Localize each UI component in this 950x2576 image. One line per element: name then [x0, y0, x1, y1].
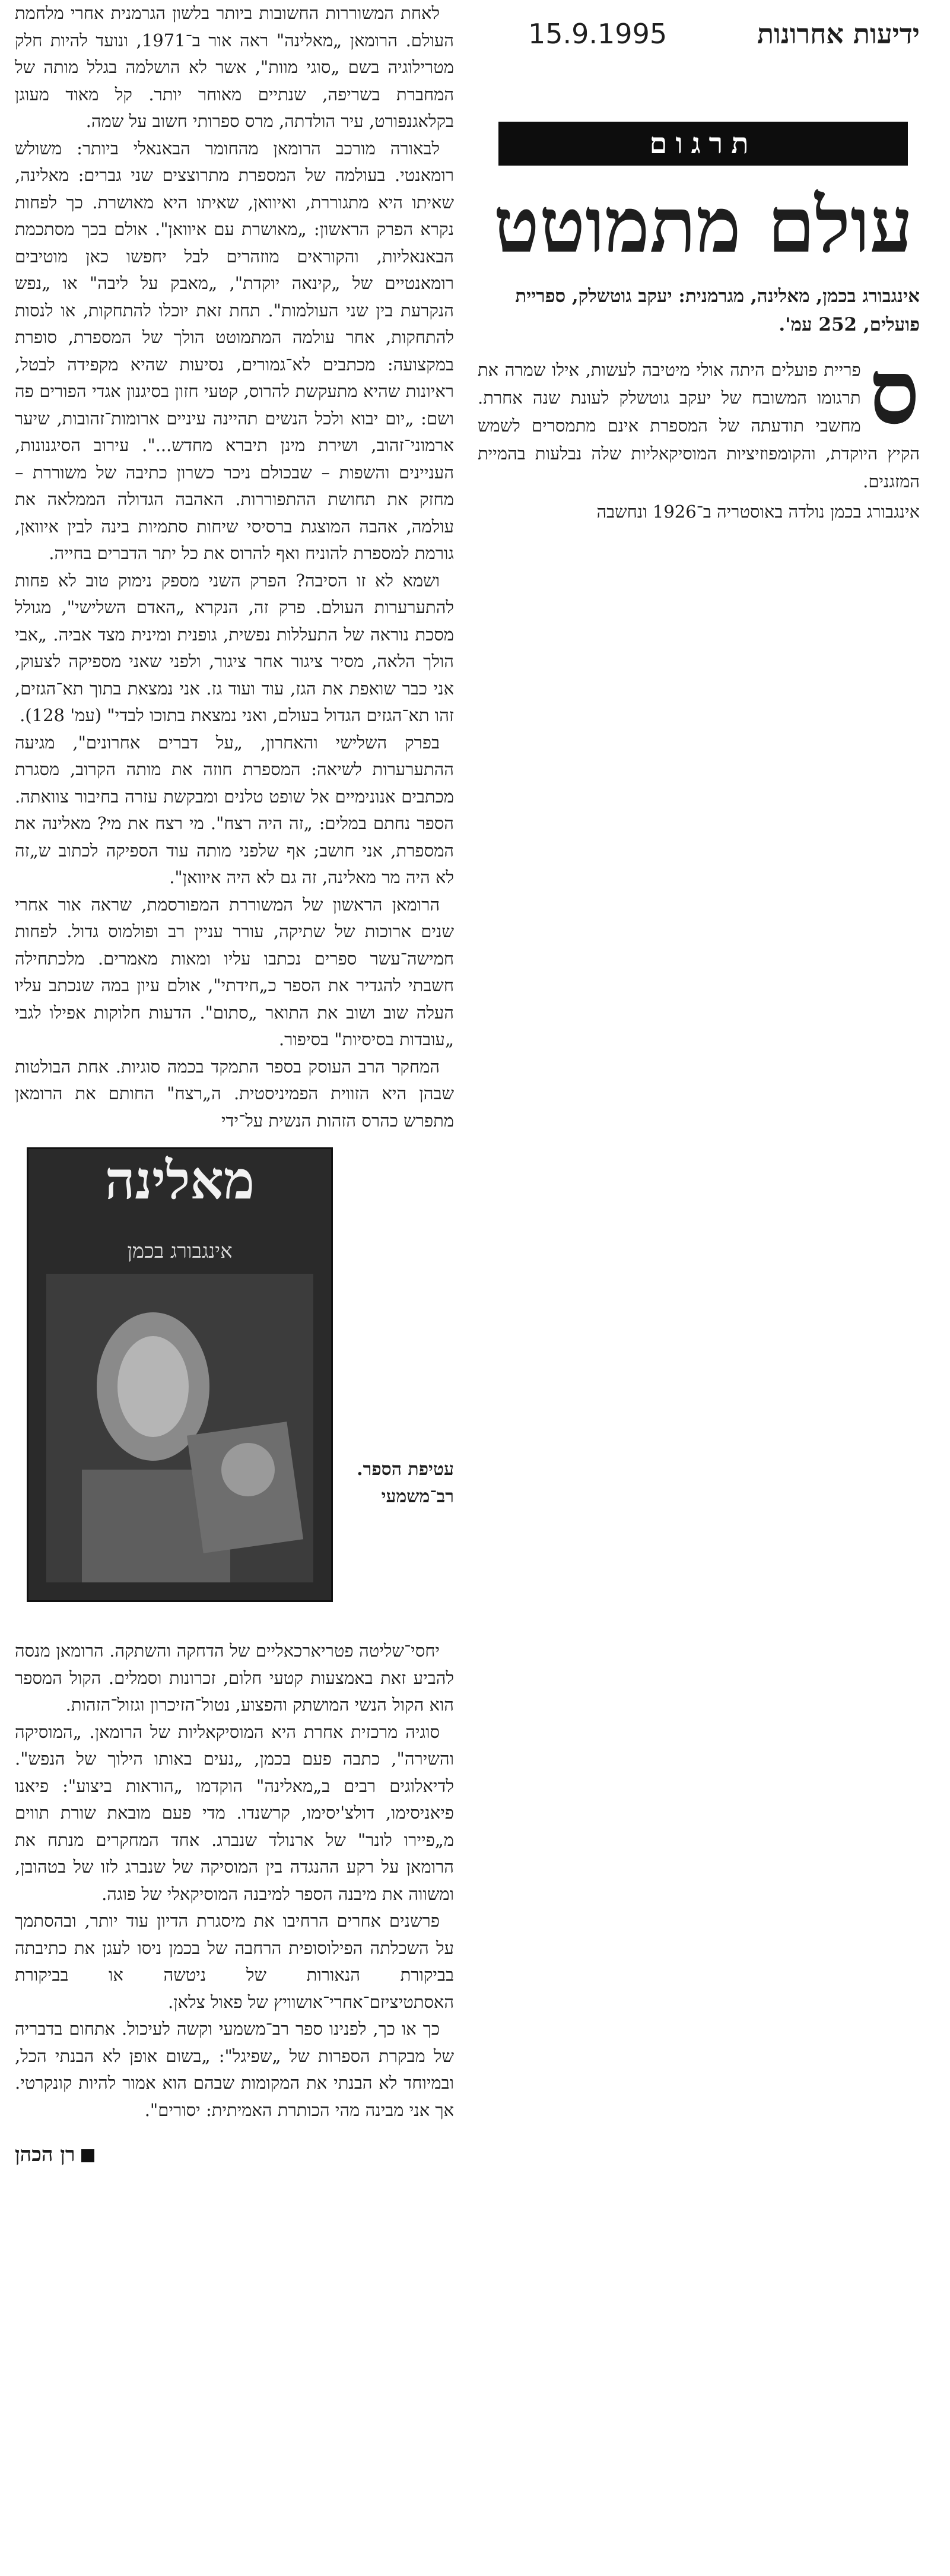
byline: אינגבורג בכמן, מאלינה, מגרמנית: יעקב גוטשלק, ספריית פועלים, 252 עמ'.: [515, 285, 920, 335]
intro-text: פריית פועלים היתה אולי מיטיבה לעשות, אילו שמרה את תרגומו המשובח של יעקב גוטשלק לעונת שנה אחרת. מחשבי תודעתה של המספרת אינם מתמסרים לשמש הקיץ היוקדת, והקומפוזיציות המוסיקאליות שלה נבלעות בהמיית המזגנים.: [478, 360, 920, 491]
newspaper-header: [493, 7, 932, 61]
cover-photo: [46, 1274, 313, 1582]
paragraph: פרשנים אחרים הרחיבו את מיסגרת הדיון עוד יותר, ובהסתמך על השכלתה הפילוסופית הרחבה של בכמן ניסו לעגן את כתיבתה בביקורת הנאורות של ניטשה או בביקורת האסתטיציזם־אחרי־אושוויץ של פאול צלאן.: [15, 1911, 454, 2012]
book-cover-figure: [15, 1147, 454, 1622]
square-bullet-icon: [81, 2149, 94, 2162]
section-label: תרגום: [498, 122, 908, 166]
paragraph: לאחת המשוררות החשובות ביותר בלשון הגרמנית אחרי מלחמת העולם. הרומאן „מאלינה" ראה אור ב־1971, ונועד להיות חלק מטרילוגיה בשם „סוגי מוות", אשר לא הושלמה בגלל מותה של המחברת בשריפה, שנתיים מאוחר יותר. קל מאוד מעוגן בקלאגנפורט, עיר הולדתה, מרס ספרותי חשוב על שמה.: [15, 3, 454, 131]
publication-date: 15.9.1995: [528, 18, 668, 50]
headline: עולם מתמוטט: [493, 181, 913, 270]
drop-cap: ס: [869, 340, 920, 445]
paragraph: המחקר הרב העוסק בספר התמקד בכמה סוגיות. אחת הבולטות שבהן היא הזווית הפמיניסטית. ה„רצח" החותם את הרומאן מתפרש כהרס הזהות הנשית על־ידי: [15, 1056, 454, 1131]
paragraph: סוגיה מרכזית אחרת היא המוסיקאליות של הרומאן. „המוסיקה והשירה", כתבה פעם בכמן, „נעים באותו הילוך של הנפש". לדיאלוגים רבים ב„מאלינה" הוקדמו „הוראות ביצוע": פיאנו פיאניסימו, דולצ'יסימו, קרשנדו. מדי פעם מובאת שורת תווים מ„פיירו לונר" של ארנולד שנברג. אחד המחקרים מנתח את הרומאן על רקע ההנגדה בין המוסיקה של שנברג לזו של בטהובן, ומשווה את מיבנה הספר למיבנה המוסיקאלי של פוגה.: [15, 1721, 454, 1904]
paragraph: הרומאן הראשון של המשוררת המפורסמת, שראה אור אחרי שנים ארוכות של שתיקה, עורר עניין רב ופולמוס גדול. לפחות חמישה־עשר ספרים נכתבו עליו ומאות מאמרים. מלכתחילה חשבתי להגדיר את הספר כ„חידתי", אולם עיון במה שנכתב עליו העלה שוב ושוב את התואר „סתום". הדעות חלוקות אפילו לגבי „עובדות בסיסיות" בסיפור.: [15, 894, 454, 1049]
newspaper-name: ידיעות אחרונות: [757, 18, 920, 50]
paragraph: כך או כך, לפנינו ספר רב־משמעי וקשה לעיכול. אתחום בדבריה של מבקרת הספרות של „שפיגל": „בשום אופן לא הבנתי הכל, ובמיוחד לא הבנתי את המקומות שבהם הוא אמור להיות קונקרטי. אך אני מבינה מהי הכותרת האמיתית: יסורים".: [15, 2019, 454, 2120]
book-cover-image: [27, 1147, 333, 1602]
paragraph: בפרק השלישי והאחרון, „על דברים אחרונים", מגיעה ההתערערות לשיאה: המספרת חוזה את מותה הקרוב, מסגרת מכתבים אנונימיים אל שופט טלנים ומבקשת עזרה בחיבור צוואתה. הספר נחתם במלים: „זה היה רצח". מי רצח את מי? מאלינה את המספרת, אני חושב; אף שלפני מותה עוד הספיקה לכתוב ש„זה לא היה מר מאלינה, זה גם לא היה איוואן".: [15, 732, 454, 887]
main-column: [15, 0, 454, 2534]
paragraph: לבאורה מורכב הרומאן מהחומר הבאנאלי ביותר: משולש רומאנטי. בעולמה של המספרת מתרוצצים שני גברים: מאלינה, שאיתו היא מתגוררת, ואיוואן, שאיתו היא מאושרת. כך לפחות נקרא הפרק הראשון: „מאושרת עם איוואן". אולם בכך מסתכמת הבאנאליות, והקוראים מוזהרים לבל יחפשו כאן מוטיבים רומאנטיים של „קינאה יוקדת", „מאבק על ליבה" או „נפש הנקרעת בין שני העולמות". תחת זאת יוכלו להתחקות, או לנסות להתחקות, אחר עולמה המתמוטט הולך של המספרת, סופרת במקצועה: מכתבים לא־גמורים, נסיעות שהיא מקפידה לבטל, ראיונות שהיא מתעקשת להרוס, קטעי חזון בסיגנון אגדי הפורים פה ושם: „יום יבוא ולכל הנשים תהיינה עיניים ארומות־זהובות, שיער ארמוני־זהוב, ושירת מינן תיברא מחדש...". עירוב הסיגנונות, העניינים והשפות – שבכולם ניכר כשרון כתיבה של משוררת – מחזק את תחושת ההתפוררות. האהבה הגדולה הממלאה את עולמה, אהבה המוצגת ברסיסי שיחות סתמיות בינה לבין איוואן, גורמת למספרת להוניח ואף להרוס את כל יתר הדברים בחייה.: [15, 138, 455, 563]
figure-caption: עטיפת הספר. רב־משמעי: [357, 1459, 454, 1507]
cover-portrait-graphic: [46, 1274, 313, 1582]
author-signature: [15, 2142, 454, 2169]
paragraph: יחסי־שליטה פטריארכאליים של הדחקה והשתקה. הרומאן מנסה להביע זאת באמצעות קטעי חלום, זכרונות וסמלים. הקול המספר הוא הקול הנשי המושתק והפצוע, נטול־הזיכרון וגזול־הזהות.: [15, 1641, 454, 1715]
paragraph: ושמא לא זו הסיבה? הפרק השני מספק נימוק טוב לא פחות להתערערות העולם. פרק זה, הנקרא „האדם השלישי", מגולל מסכת נוראה של התעללות נפשית, גופנית ומינית מצד אביה. „אבי הולך הלאה, מסיר ציגור אחר ציגור, ולפני שאני מספיקה לצעוק, אני כבר שואפת את הגז, עוד ועוד גז. אני נמצאת בתוך תא־הגזים, זהו תא־הגזים הגדול בעולם, ואני נמצאת בתוכו לבדי" (עמ' 128).: [15, 570, 455, 725]
author-name: רן הכהן: [15, 2143, 75, 2166]
intro-closing: אינגבורג בכמן נולדה באוסטריה ב־1926 ונחשבה: [596, 502, 920, 522]
intro-column: [478, 340, 920, 526]
cover-author: אינגבורג בכמן: [127, 1239, 233, 1263]
cover-title: מאלינה: [104, 1149, 255, 1211]
